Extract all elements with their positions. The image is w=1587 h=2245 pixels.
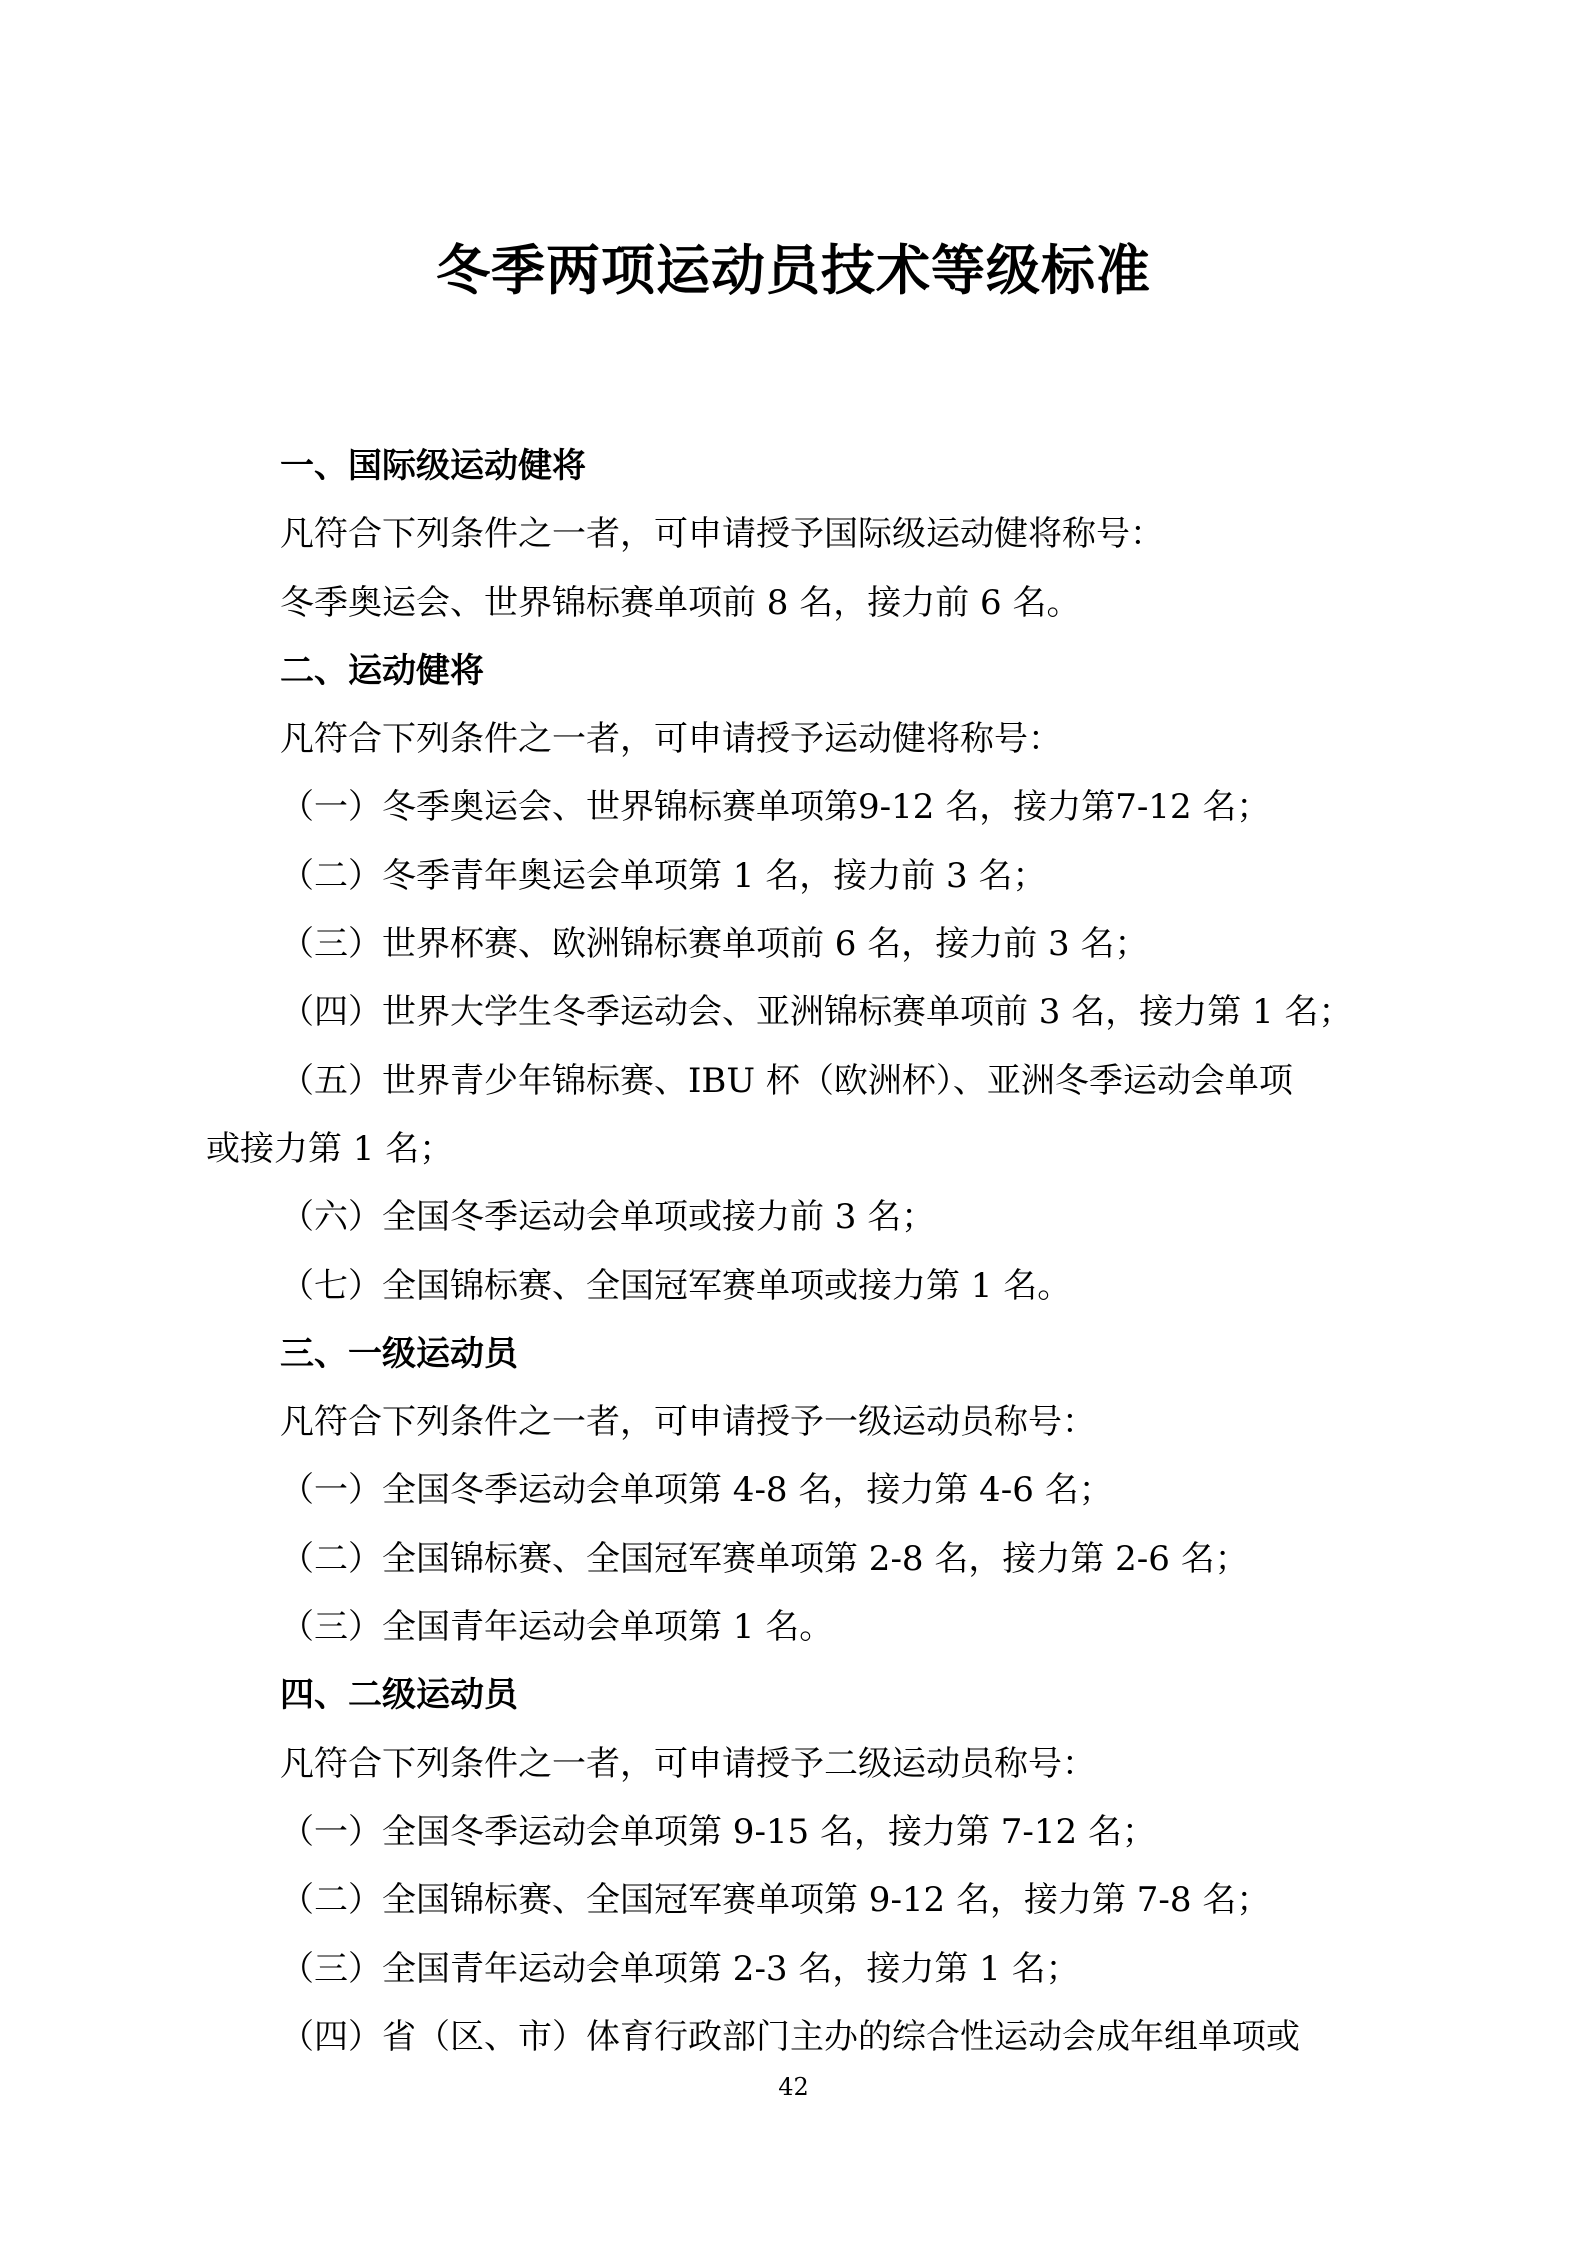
section-heading-international-master: 一、国际级运动健将	[280, 446, 586, 486]
section-intro: 凡符合下列条件之一者，可申请授予运动健将称号：	[280, 719, 1062, 760]
criterion-line: （六）全国冬季运动会单项或接力前 3 名；	[280, 1197, 936, 1238]
section-heading-first-class: 三、一级运动员	[280, 1333, 518, 1374]
criterion-line: （四）省（区、市）体育行政部门主办的综合性运动会成年组单项或	[280, 2016, 1300, 2057]
criterion-line: （二）冬季青年奥运会单项第 1 名，接力前 3 名；	[280, 855, 1047, 896]
section-intro: 凡符合下列条件之一者，可申请授予国际级运动健将称号：	[280, 514, 1164, 555]
criterion-line: （三）全国青年运动会单项第 1 名。	[280, 1607, 834, 1648]
page-number: 42	[778, 2073, 809, 2101]
criterion-line: 冬季奥运会、世界锦标赛单项前 8 名，接力前 6 名。	[280, 582, 1081, 623]
page-title: 冬季两项运动员技术等级标准	[436, 239, 1151, 302]
criterion-line: （三）世界杯赛、欧洲锦标赛单项前 6 名，接力前 3 名；	[280, 924, 1149, 965]
section-intro: 凡符合下列条件之一者，可申请授予一级运动员称号：	[280, 1402, 1096, 1443]
section-heading-second-class: 四、二级运动员	[280, 1675, 518, 1716]
criterion-line: （七）全国锦标赛、全国冠军赛单项或接力第 1 名。	[280, 1265, 1072, 1306]
criterion-line: （一）冬季奥运会、世界锦标赛单项第9-12 名，接力第7-12 名；	[280, 787, 1271, 828]
document-body	[206, 432, 1381, 2071]
criterion-line-continuation: 或接力第 1 名；	[206, 1128, 454, 1169]
section-intro: 凡符合下列条件之一者，可申请授予二级运动员称号：	[280, 1743, 1096, 1784]
criterion-line: （五）世界青少年锦标赛、IBU 杯（欧洲杯）、亚洲冬季运动会单项	[280, 1060, 1293, 1101]
criterion-line: （三）全国青年运动会单项第 2-3 名，接力第 1 名；	[280, 1948, 1080, 1989]
criterion-line: （一）全国冬季运动会单项第 9-15 名，接力第 7-12 名；	[280, 1811, 1156, 1852]
criterion-line: （二）全国锦标赛、全国冠军赛单项第 9-12 名，接力第 7-8 名；	[280, 1880, 1271, 1921]
criterion-line: （四）世界大学生冬季运动会、亚洲锦标赛单项前 3 名，接力第 1 名；	[280, 992, 1353, 1033]
section-heading-master: 二、运动健将	[280, 650, 484, 691]
criterion-line: （一）全国冬季运动会单项第 4-8 名，接力第 4-6 名；	[280, 1470, 1113, 1511]
criterion-line: （二）全国锦标赛、全国冠军赛单项第 2-8 名，接力第 2-6 名；	[280, 1538, 1249, 1579]
